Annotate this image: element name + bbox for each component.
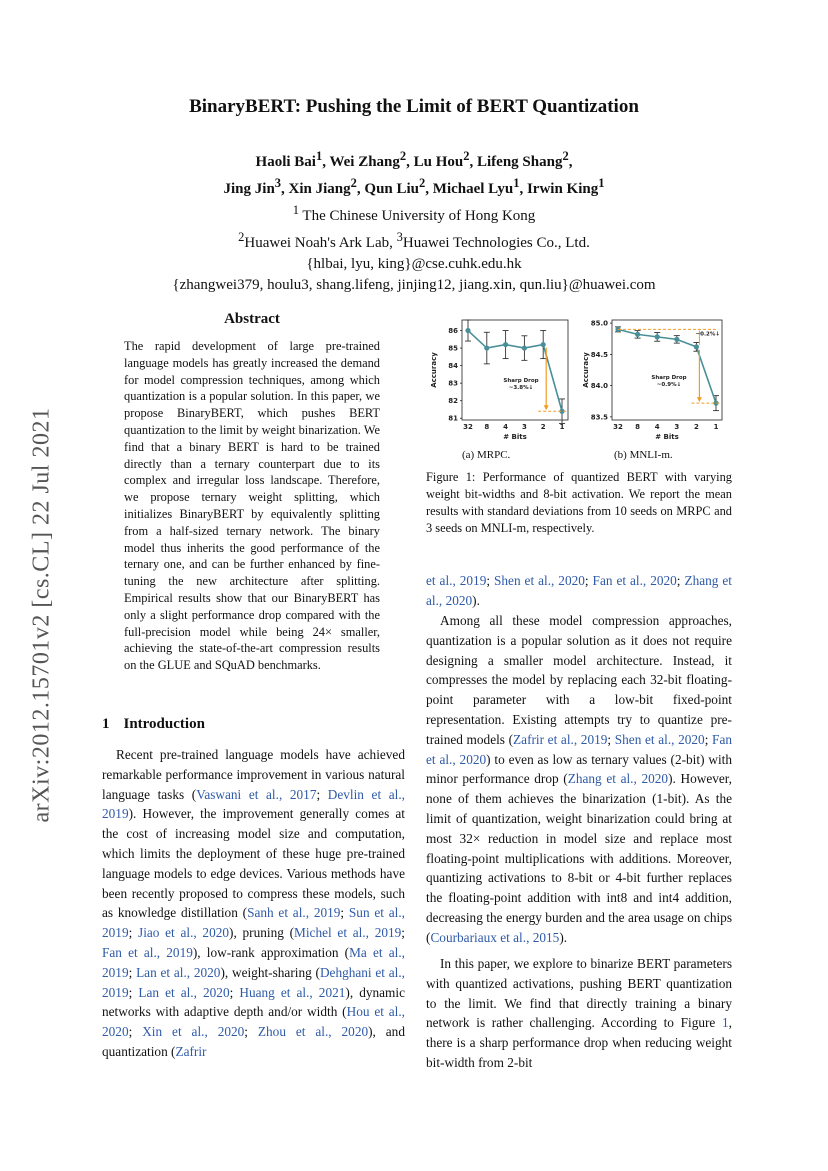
y-tick-label: 84 <box>448 362 458 371</box>
abstract-text: The rapid development of large pre-trained language models has greatly increased the demand for model compression techniques, among which quantization is a popular solution. In this paper, we propose BinaryBERT, which pushes BERT quantization to the limit by weight binarization. We find that a binary BERT is hard to be trained directly than a ternary counterpart due to its complex and irregular loss landscape. Therefore, we propose ternary weight splitting, which initializes BinaryBERT by equivalently splitting from a half-sized ternary network. The binary model thus inherits the good performance of the ternary one, and can be further enhanced by fine-tuning the new architecture after splitting. Empirical results show that our BinaryBERT has only a slight performance drop compared with the full-precision model while being 24× smaller, achieving the state-of-the-art compression results on the GLUE and SQuAD benchmarks. <box>124 339 380 673</box>
citation-link[interactable]: Hou et al., 2020 <box>102 1004 405 1040</box>
x-tick-label: 4 <box>654 423 660 431</box>
citation-link[interactable]: Zafrir <box>175 1043 207 1059</box>
x-tick-label: 3 <box>674 423 680 431</box>
intro-paragraph-1: Recent pre-trained language models have achieved remarkable performance improvement in various natural language tasks (Vaswani et al., 2017; Devlin et al., 2019). However, the improvement generally comes at the cost of increasing model size and computation, which limits the deployment of these huge pre-trained language models to edge devices. Various methods have been recently proposed to compress these models, such as knowledge distillation (Sanh et al., 2019; Sun et al., 2019; Jiao et al., 2020), pruning (Michel et al., 2019; Fan et al., 2019), low-rank approximation (Ma et al., 2019; Lan et al., 2020), weight-sharing (Dehghani et al., 2019; Lan et al., 2020; Huang et al., 2021), dynamic networks with adaptive depth and/or width (Hou et al., 2020; Xin et al., 2020; Zhou et al., 2020), and quantization (Zafrir <box>102 747 406 1059</box>
chart-mnli <box>580 316 732 444</box>
citation-link[interactable]: et al., 2019 <box>426 573 487 588</box>
data-point <box>694 344 699 349</box>
author-block <box>0 146 828 296</box>
annotation-text: Sharp Drop <box>651 375 687 381</box>
citation-link[interactable]: Ma et al., 2019 <box>102 944 406 980</box>
citation-link[interactable]: Sanh et al., 2019 <box>247 905 341 921</box>
citation-link[interactable]: Fan et al., 2020 <box>426 731 732 767</box>
citation-link[interactable]: Jiao et al., 2020 <box>138 925 230 941</box>
series-line <box>618 329 716 403</box>
email-cuhk: {hlbai, lyu, king}@cse.cuhk.edu.hk <box>306 256 522 272</box>
data-point <box>522 345 527 350</box>
citation-link[interactable]: Devlin et al., 2019 <box>102 786 405 822</box>
y-tick-label: 84.5 <box>590 350 608 359</box>
x-tick-label: 4 <box>503 423 509 431</box>
intro-paragraph-3: In this paper, we explore to binarize BERT parameters with quantized activations, pushing BERT quantization to the limit. We find that directly training a binary network is rather challenging. According to Figure 1, there is a sharp performance drop when reducing weight bit-width from 2-bit <box>426 956 732 1070</box>
data-point <box>674 337 679 342</box>
figure-caption: Figure 1: Performance of quantized BERT with varying weight bit-widths and 8-bit activation. We report the mean results with standard deviations from 10 seeds on MRPC and 3 seeds on MNLI-m, respectively. <box>426 470 732 535</box>
data-point <box>655 334 660 339</box>
data-point <box>465 328 470 333</box>
data-point <box>541 342 546 347</box>
citation-link[interactable]: Dehghani et al., 2019 <box>102 964 405 1000</box>
x-tick-label: 2 <box>540 423 546 431</box>
plot-frame <box>462 320 568 420</box>
citation-link[interactable]: Lan et al., 2020 <box>138 984 230 1000</box>
chart-mrpc <box>428 316 576 444</box>
y-tick-label: 85.0 <box>590 319 608 328</box>
y-axis-label: Accuracy <box>430 352 438 388</box>
x-tick-label: 3 <box>521 423 527 431</box>
citation-link[interactable]: Fan et al., 2019 <box>102 944 193 960</box>
y-tick-label: 83 <box>448 379 458 388</box>
subcaption-b: (b) MNLI-m. <box>614 449 673 461</box>
citation-link[interactable]: Shen et al., 2020 <box>614 731 705 747</box>
citation-link[interactable]: Michel et al., 2019 <box>294 925 402 941</box>
citation-link[interactable]: Huang et al., 2021 <box>239 984 346 1000</box>
y-tick-label: 86 <box>448 327 458 336</box>
citation-link[interactable]: Courbariaux et al., 2015 <box>430 929 560 945</box>
y-tick-label: 84.0 <box>590 382 608 391</box>
authors-line-1: Haoli Bai$^1$, Wei Zhang$^2$, Lu Hou$^2$, Lifeng Shang$^2$, <box>255 149 573 170</box>
data-point <box>484 345 489 350</box>
citation-link[interactable]: Vaswani et al., 2017 <box>196 786 317 802</box>
citation-link[interactable]: Xin et al., 2020 <box>142 1024 245 1040</box>
annotation-value: ~3.8%↓ <box>508 385 534 391</box>
citation-link[interactable]: 1 <box>722 1015 729 1031</box>
data-point <box>503 342 508 347</box>
x-tick-label: 32 <box>463 423 473 431</box>
paper-title: BinaryBERT: Pushing the Limit of BERT Quantization <box>189 96 639 117</box>
drop-arrowhead <box>697 397 702 402</box>
arxiv-identifier: arXiv:2012.15701v2 [cs.CL] 22 Jul 2021 <box>28 407 55 823</box>
email-huawei: {zhangwei379, houlu3, shang.lifeng, jinjing12, jiang.xin, qun.liu}@huawei.com <box>172 277 656 293</box>
citation-link[interactable]: Fan et al., 2020 <box>592 573 677 588</box>
citation-link[interactable]: Zhang et al., 2020 <box>426 573 732 608</box>
citation-link[interactable]: Lan et al., 2020 <box>136 964 221 980</box>
citation-link[interactable]: Sun et al., 2019 <box>102 905 405 941</box>
x-tick-label: 8 <box>484 423 490 431</box>
x-tick-label: 32 <box>613 423 623 431</box>
series-line <box>468 331 562 412</box>
annotation-text: Sharp Drop <box>503 378 539 384</box>
abstract-heading: Abstract <box>224 311 280 327</box>
y-tick-label: 81 <box>448 414 458 423</box>
affiliation-2: $^2$Huawei Noah's Ark Lab, $^3$Huawei Technologies Co., Ltd. <box>238 230 590 251</box>
x-tick-label: 8 <box>635 423 641 431</box>
x-tick-label: 1 <box>713 423 719 431</box>
section-heading: 1 Introduction <box>102 716 205 732</box>
annotation-value: ~0.9%↓ <box>656 382 682 388</box>
authors-line-2: Jing Jin$^3$, Xin Jiang$^2$, Qun Liu$^2$, Michael Lyu$^1$, Irwin King$^1$ <box>223 176 605 197</box>
subcaption-a: (a) MRPC. <box>462 449 511 461</box>
affiliation-1: $^1$ The Chinese University of Hong Kong <box>292 203 536 224</box>
intro-paragraph-2: Among all these model compression approaches, quantization is a popular solution as it does not require designing a smaller model architecture. Instead, it compresses the model by replacing each 32-bit floating-point parameter with a low-bit fixed-point representation. Existing attempts try to quantize pre-trained models (Zafrir et al., 2019; Shen et al., 2020; Fan et al., 2020) to even as low as ternary values (2-bit) with minor performance drop (Zhang et al., 2020). However, none of them achieves the binarization (1-bit). As the limit of quantization, weight binarization could bring at most 32× reduction in model size and replace most floating-point multiplications with additions. Moreover, quantizing activations to 8-bit or 4-bit further replaces the floating-point addition with int8 and int4 addition, decreasing the energy burden and the area usage on chips (Courbariaux et al., 2015). <box>426 613 732 945</box>
data-point <box>635 332 640 337</box>
x-axis-label: # Bits <box>503 433 527 441</box>
x-tick-label: 1 <box>559 423 565 431</box>
x-axis-label: # Bits <box>655 433 679 441</box>
x-tick-label: 2 <box>693 423 699 431</box>
intro-continuation: et al., 2019; Shen et al., 2020; Fan et al., 2020; Zhang et al., 2020). <box>426 573 732 608</box>
y-axis-label: Accuracy <box>582 352 590 388</box>
citation-link[interactable]: Zhou et al., 2020 <box>257 1024 369 1040</box>
citation-link[interactable]: Zhang et al., 2020 <box>567 771 669 787</box>
citation-link[interactable]: Zafrir et al., 2019 <box>513 731 608 747</box>
y-tick-label: 83.5 <box>590 413 608 422</box>
top-annotation: ~0.2%↓ <box>695 331 720 338</box>
drop-arrowhead <box>544 405 549 410</box>
y-tick-label: 85 <box>448 344 458 353</box>
y-tick-label: 82 <box>448 397 458 406</box>
citation-link[interactable]: Shen et al., 2020 <box>494 573 585 588</box>
